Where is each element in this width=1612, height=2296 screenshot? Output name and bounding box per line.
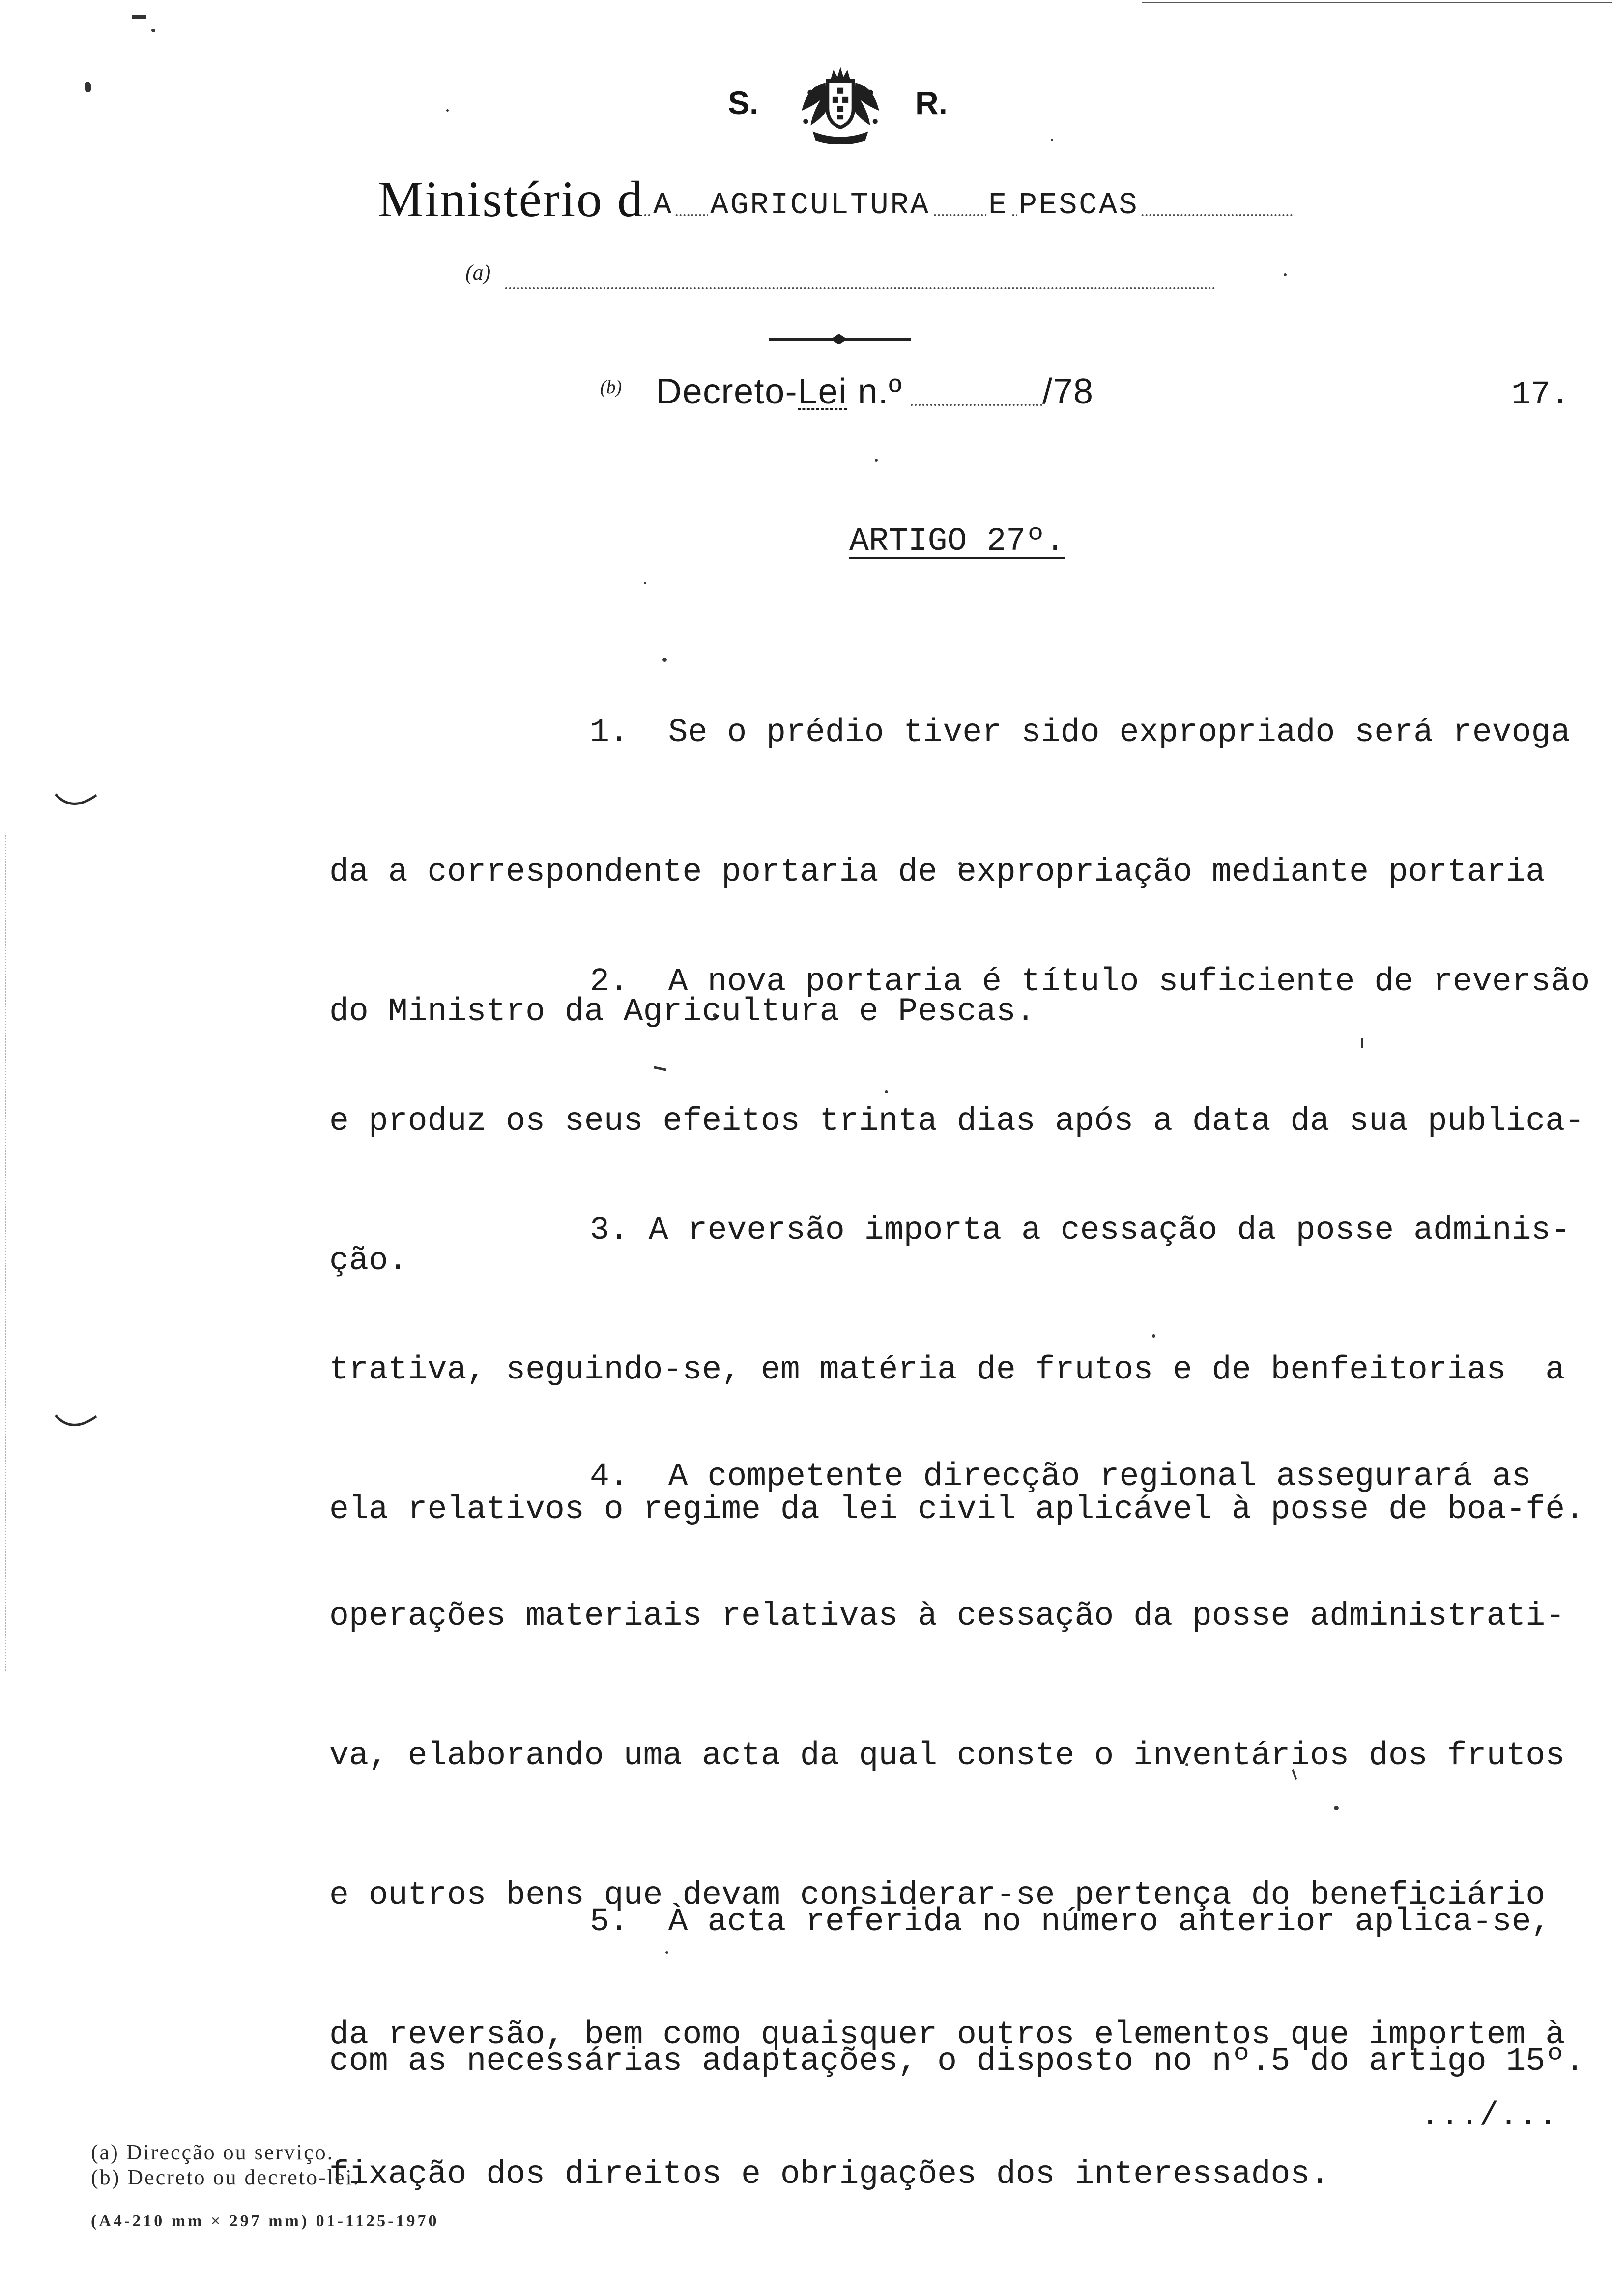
- paragraph-line: trativa, seguindo-se, em matéria de frutos e de benfeitorias a: [329, 1351, 1565, 1388]
- ministry-printed-label: Ministério d: [378, 171, 644, 228]
- scan-speck: [151, 29, 155, 32]
- ministry-typed-word: PESCAS: [1017, 188, 1141, 223]
- paragraph-line: 3. A reversão importa a cessação da posse adminis-: [590, 1212, 1571, 1249]
- decree-label-prefix: Decreto-: [656, 372, 798, 411]
- paragraph-line: e produz os seus efeitos trinta dias após a data da sua publica-: [329, 1103, 1585, 1140]
- ministry-typed-word: AGRICULTURA: [708, 188, 932, 223]
- paragraph-line: 1. Se o prédio tiver sido expropriado será revoga: [590, 714, 1571, 751]
- left-edge-perforation: [5, 835, 6, 1671]
- paragraph-line: 5. À acta referida no número anterior aplica-se,: [590, 1903, 1551, 1940]
- decree-number-dotted-field: [911, 404, 1042, 406]
- paragraph-line: fixação dos direitos e obrigações dos interessados.: [329, 2156, 1330, 2193]
- paragraph-line: operações materiais relativas à cessação da posse administrati-: [329, 1598, 1565, 1635]
- decree-label: [656, 370, 902, 414]
- paragraph-line: 4. A competente direcção regional assegurará as: [590, 1458, 1531, 1495]
- footnote-b: (b) Decreto ou decreto-lei.: [91, 2165, 360, 2189]
- divider-diamond-ornament: [831, 332, 847, 346]
- footnote-a: (a) Direcção ou serviço.: [91, 2140, 334, 2164]
- scan-speck: [644, 582, 646, 584]
- ministry-typed-word: E: [986, 188, 1010, 223]
- scan-speck: [875, 459, 878, 462]
- top-edge-line: [1142, 2, 1612, 3]
- paragraph-line: ção.: [329, 1242, 408, 1279]
- paragraph-line: ela relativos o regime da lei civil aplicável à posse de boa-fé.: [329, 1491, 1585, 1528]
- paragraph-line: da a correspondente portaria de expropriação mediante portaria: [329, 854, 1546, 890]
- scan-speck: [1051, 139, 1053, 141]
- continuation-mark: .../...: [1420, 2097, 1558, 2134]
- paragraph-line: va, elaborando uma acta da qual conste o inventários dos frutos: [329, 1737, 1565, 1774]
- form-code: (A4-210 mm × 297 mm) 01-1125-1970: [91, 2212, 439, 2230]
- decree-label-lei: Lei: [798, 372, 847, 411]
- header-initial-left: S.: [728, 85, 759, 121]
- footnote-marker-b: (b): [600, 377, 622, 398]
- margin-arc-mark: [54, 791, 98, 813]
- paragraph-line: do Ministro da Agricultura e Pescas.: [329, 993, 1036, 1030]
- decree-year: /78: [1042, 372, 1094, 411]
- paragraph-line: da reversão, bem como quaisquer outros elementos que importem à: [329, 2016, 1565, 2053]
- coat-of-arms-emblem: [791, 63, 890, 147]
- scan-mark: [85, 82, 91, 92]
- footnote-marker-a: (a): [465, 260, 491, 285]
- service-dotted-field: [505, 287, 1215, 289]
- decree-number-label: n.º: [847, 372, 903, 411]
- scan-speck: [1284, 273, 1287, 276]
- header-initial-right: R.: [915, 85, 948, 121]
- article-heading: ARTIGO 27º.: [849, 523, 1065, 560]
- scan-mark: [132, 15, 146, 19]
- page-number: 17.: [1511, 376, 1570, 413]
- paragraph-line: 2. A nova portaria é título suficiente de reversão: [590, 963, 1590, 1000]
- margin-arc-mark: [54, 1412, 98, 1434]
- paragraph-line: e outros bens que devam considerar-se pertença do beneficiário: [329, 1877, 1546, 1914]
- ministry-typed-article: A: [651, 188, 675, 223]
- paragraph-5: [329, 1815, 1584, 2131]
- paragraph-line: com as necessárias adaptações, o disposto no nº.5 do artigo 15º.: [329, 2043, 1585, 2080]
- scan-speck: [446, 109, 449, 112]
